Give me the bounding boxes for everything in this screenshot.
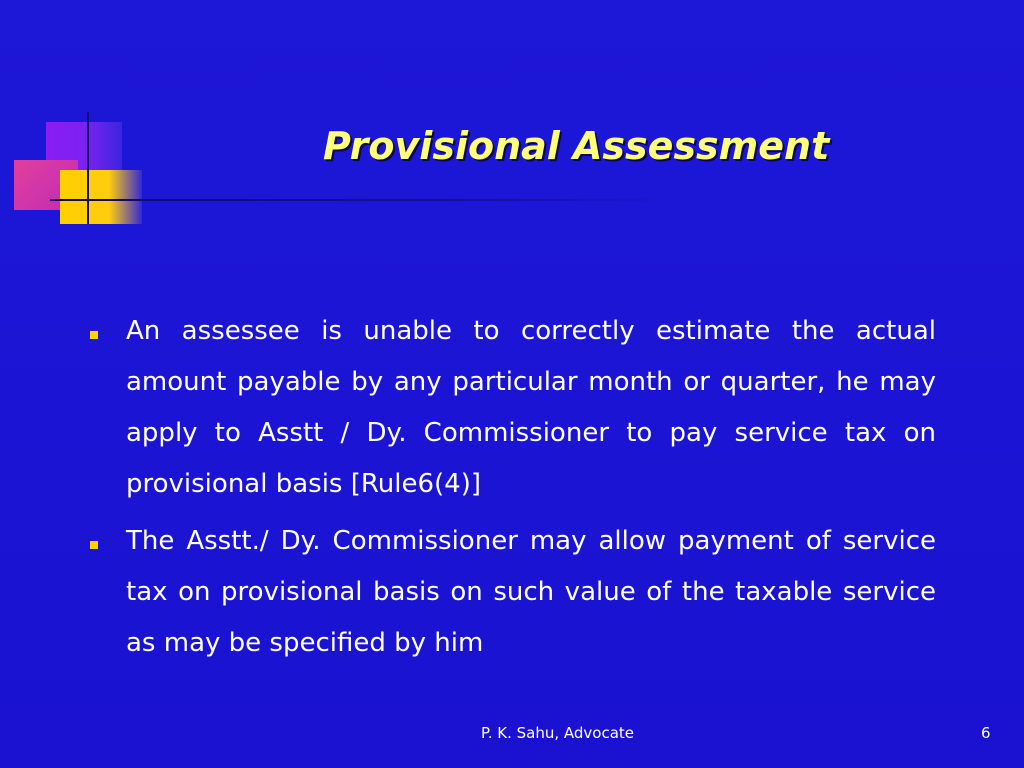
slide-title: Provisional Assessment xyxy=(323,124,830,168)
bullet-item xyxy=(90,516,936,669)
bullet-list xyxy=(90,306,936,675)
square-bullet-icon xyxy=(90,331,98,339)
bullet-text: The Asstt./ Dy. Commissioner may allow payment of service tax on provisional basis on such value of the taxable service as may be specified by him xyxy=(126,526,936,658)
decorative-vertical-line xyxy=(87,112,89,224)
footer-author: P. K. Sahu, Advocate xyxy=(481,724,635,742)
square-bullet-icon xyxy=(90,541,98,549)
decorative-yellow-square xyxy=(60,170,142,224)
bullet-item xyxy=(90,306,936,510)
page-number: 6 xyxy=(981,724,991,742)
bullet-text: An assessee is unable to correctly estimate the actual amount payable by any particular month or quarter, he may apply to Asstt / Dy. Commissioner to pay service tax on provisional basis [Rule6(4)] xyxy=(126,316,936,499)
title-underline xyxy=(50,199,670,201)
